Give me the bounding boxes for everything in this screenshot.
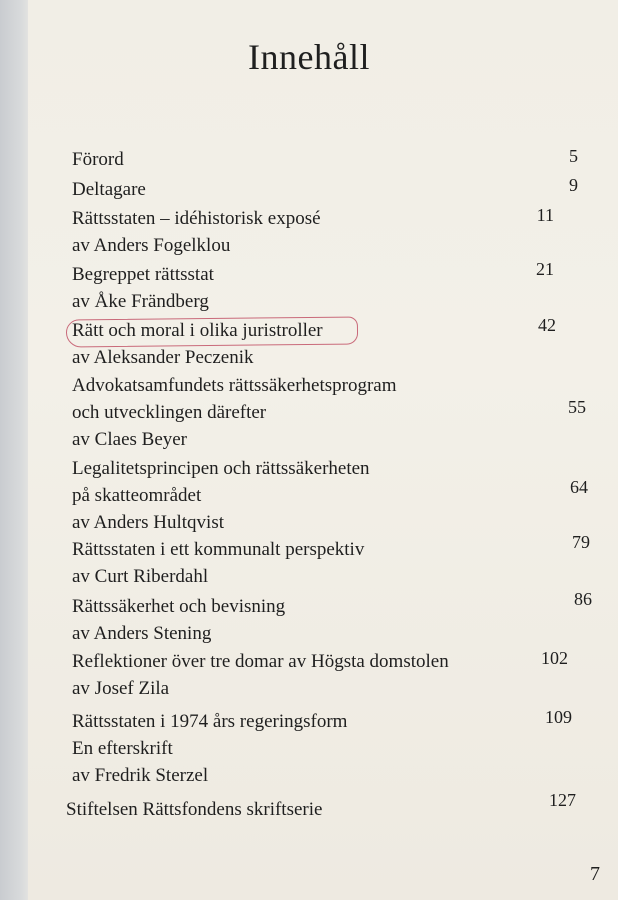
toc-entry-author: av Anders Stening xyxy=(72,623,212,644)
toc-page-number: 9 xyxy=(569,175,578,195)
toc-entry xyxy=(72,593,582,647)
toc-page-number: 64 xyxy=(570,477,588,497)
toc-entry-title: Advokatsamfundets rättssäkerhetsprogram xyxy=(72,375,397,396)
toc-entry-title: Legalitetsprincipen och rättssäkerheten xyxy=(72,458,370,479)
toc-entry-subtitle: och utvecklingen därefter xyxy=(72,402,267,423)
toc-page-number: 11 xyxy=(536,205,554,225)
toc-entry-author: av Fredrik Sterzel xyxy=(72,765,209,786)
toc-entry-title: Rättsstaten i ett kommunalt perspektiv xyxy=(72,539,365,560)
toc-entry-title: Reflektioner över tre domar av Högsta domstolen xyxy=(72,651,449,672)
toc-entry-title: Rättssäkerhet och bevisning xyxy=(72,596,286,617)
toc-entry xyxy=(72,708,582,789)
toc-page-number: 127 xyxy=(549,790,576,810)
page-title: Innehåll xyxy=(248,37,370,77)
toc-entry-title: Förord xyxy=(72,149,124,170)
toc-entry-author: av Anders Hultqvist xyxy=(72,512,224,533)
toc-entry-subtitle: En efterskrift xyxy=(72,738,173,759)
toc-entry xyxy=(72,455,582,536)
toc-entry-title: Stiftelsen Rättsfondens skriftserie xyxy=(66,799,323,820)
toc-entry xyxy=(72,372,582,453)
toc-entry-title: Rättsstaten i 1974 års regeringsform xyxy=(72,711,348,732)
toc-entry-title: Rätt och moral i olika juristroller xyxy=(72,320,323,341)
toc-entry-author: av Claes Beyer xyxy=(72,429,188,450)
toc-page-number: 55 xyxy=(568,397,586,417)
toc-page-number: 109 xyxy=(545,707,572,727)
toc-entry-title: Deltagare xyxy=(72,179,146,200)
toc-page-number: 86 xyxy=(574,589,592,609)
toc-page-number: 102 xyxy=(541,648,568,668)
toc-entry xyxy=(72,536,582,590)
toc-entry-author: av Åke Frändberg xyxy=(72,291,209,312)
toc-entry xyxy=(72,648,582,702)
toc-page-number: 5 xyxy=(569,146,578,166)
toc-entry-author: av Anders Fogelklou xyxy=(72,235,231,256)
toc-entry-author: av Josef Zila xyxy=(72,678,170,699)
toc-entry-title: Rättsstaten – idéhistorisk exposé xyxy=(72,208,321,229)
toc-entry xyxy=(66,796,576,823)
toc-entry-title: Begreppet rättsstat xyxy=(72,264,214,285)
toc-page-number: 21 xyxy=(536,259,554,279)
folio-page-number: 7 xyxy=(590,863,600,885)
toc-entry-author: av Curt Riberdahl xyxy=(72,566,209,587)
toc-entry-subtitle: på skatteområdet xyxy=(72,485,202,506)
toc-entry-author: av Aleksander Peczenik xyxy=(72,347,254,368)
toc-page-number: 79 xyxy=(572,532,590,552)
toc-entry xyxy=(72,146,582,173)
toc-entry xyxy=(72,176,582,203)
toc-page-number: 42 xyxy=(538,315,556,335)
